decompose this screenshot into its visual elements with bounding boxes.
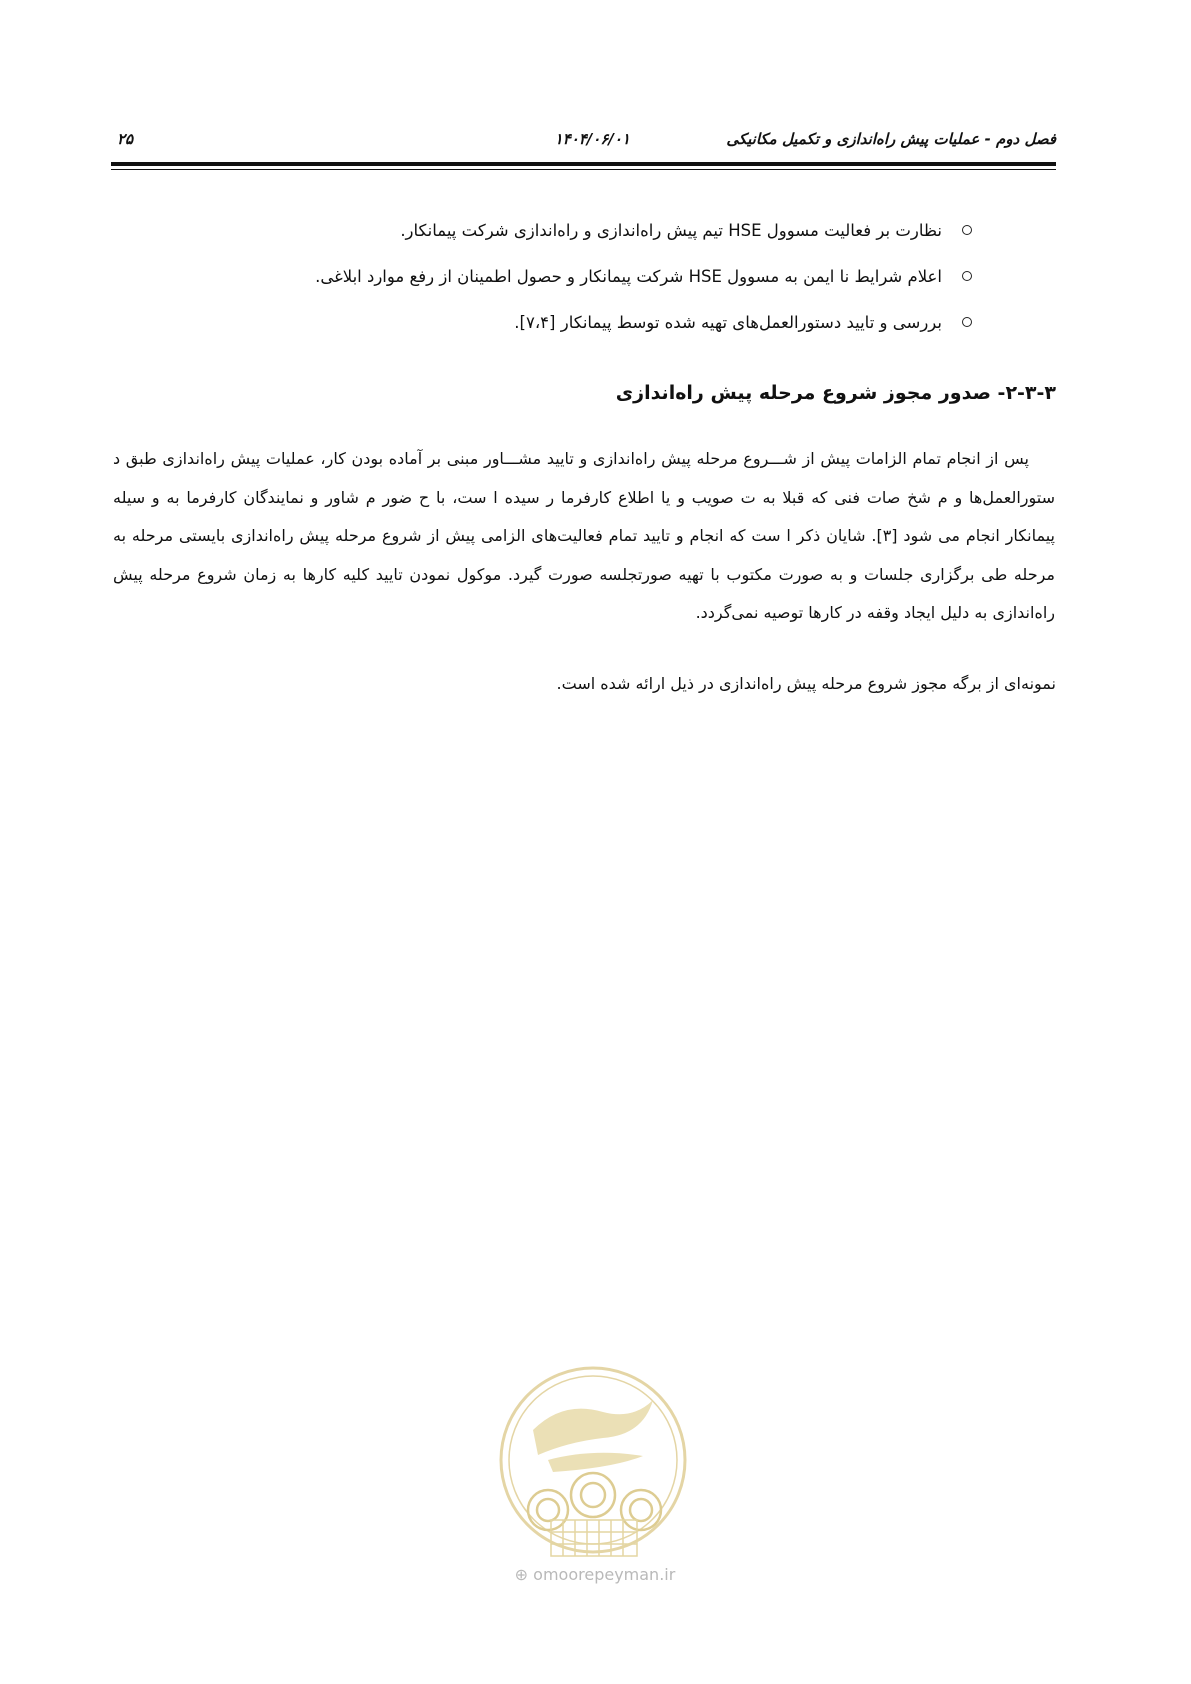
hollow-circle-bullet-icon <box>962 317 972 327</box>
bullet-text: بررسی و تایید دستورالعمل‌های تهیه شده توسط پیمانکار [۷،۴]. <box>514 313 942 332</box>
body-paragraph: پس از انجام تمام الزامات پیش از شـــروع مرحله پیش راه‌اندازی و تایید مشـــاور مبنی بر آماده بودن کار، عملیات پیش راه‌اندازی طبق د ستورالعمل‌ها و م شخ صات فنی که قبلا به ت صویب و یا اطلاع کارفرما ر سیده ا ست، با ح ضور م شاور و نمایندگان کارفرما به و سیله پیمانکار انجام می شود [۳]. شایان ذکر ا ست که انجام و تایید تمام فعالیت‌های الزامی پیش از شروع مرحله پیش راه‌اندازی بایستی مرحله به مرحله طی برگزاری جلسات و به صورت مکتوب با تهیه صورتجلسه صورت گیرد. موکول نمودن تایید کلیه کارها به زمان شروع مرحله پیش راه‌اندازی به دلیل ایجاد وقفه در کارها توصیه نمی‌گردد. <box>113 449 1056 622</box>
page-header <box>111 124 1056 156</box>
globe-icon: ⊕ <box>514 1565 529 1584</box>
header-rule-thin <box>111 169 1056 170</box>
hollow-circle-bullet-icon <box>962 271 972 281</box>
header-rule-thick <box>111 162 1056 166</box>
bullet-text: اعلام شرایط نا ایمن به مسوول HSE شرکت پیمانکار و حصول اطمینان از رفع موارد ابلاغی. <box>315 267 942 286</box>
section-heading: ۲-۳-۳- صدور مجوز شروع مرحله پیش راه‌اندازی <box>615 382 1056 404</box>
page-number: ۲۵ <box>117 130 134 148</box>
body-paragraph-sample-note: نمونه‌ای از برگه مجوز شروع مرحله پیش راه‌اندازی در ذیل ارائه شده است. <box>556 674 1056 693</box>
header-date: ۱۴۰۴/۰۶/۰۱ <box>554 130 630 148</box>
bullet-text: نظارت بر فعالیت مسوول HSE تیم پیش راه‌اندازی و راه‌اندازی شرکت پیمانکار. <box>400 221 942 240</box>
chapter-title: فصل دوم - عملیات پیش راه‌اندازی و تکمیل مکانیکی <box>726 130 1056 148</box>
bullet-list <box>180 218 972 356</box>
hollow-circle-bullet-icon <box>962 225 972 235</box>
bullet-item <box>180 218 972 243</box>
watermark-url <box>490 1565 700 1584</box>
watermark-url-text: omoorepeyman.ir <box>533 1565 676 1584</box>
bullet-item <box>180 264 972 289</box>
bullet-item <box>180 310 972 335</box>
omoore-peyman-logo-watermark <box>493 1360 693 1600</box>
